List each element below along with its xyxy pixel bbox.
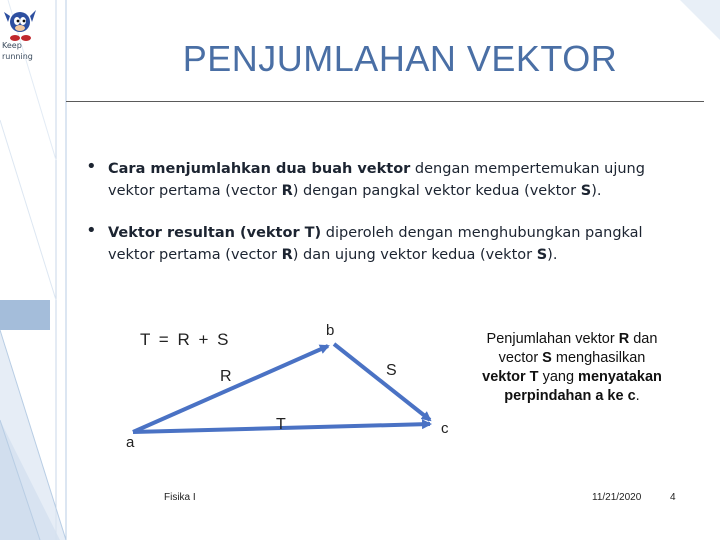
- vector-r-label: R: [220, 368, 232, 385]
- footer-left: Fisika I: [164, 492, 196, 503]
- bullet-1-bold: Cara menjumlahkan dua buah vektor: [108, 161, 411, 177]
- bullet-icon: •: [86, 156, 97, 177]
- point-b-label: b: [326, 322, 335, 339]
- page-number: 4: [670, 492, 676, 503]
- bullet-2-r: R: [281, 247, 293, 263]
- side-note-menyatakan: menyatakan perpindahan a ke c: [504, 369, 662, 404]
- logo-line2: running: [2, 52, 33, 61]
- bullet-2-bold: Vektor resultan (vektor T): [108, 225, 322, 241]
- bullet-1-text-c: ).: [591, 183, 602, 199]
- footer-date: 11/21/2020: [592, 492, 642, 503]
- bullet-1-text-b: ) dengan pangkal vektor kedua (vektor: [292, 183, 581, 199]
- page-title: PENJUMLAHAN VEKTOR: [182, 38, 618, 79]
- side-note-t2: dan vector: [498, 331, 658, 366]
- side-note-r: R: [618, 331, 630, 347]
- side-note-s: S: [542, 350, 552, 366]
- bullet-1-r: R: [281, 183, 293, 199]
- side-note-t5: .: [635, 388, 640, 404]
- bullet-2-text-b: ) dan ujung vektor kedua (vektor: [292, 247, 537, 263]
- side-note-vt: vektor T: [482, 369, 539, 385]
- side-note: [482, 330, 662, 406]
- bullet-1-text-a: dengan mempertemukan ujung vektor pertama (vector: [108, 161, 645, 199]
- point-a-label: a: [126, 434, 135, 451]
- vector-r-arrow: [133, 346, 328, 432]
- point-c-label: c: [441, 420, 449, 437]
- logo-line1: Keep: [2, 41, 22, 50]
- vector-s-label: S: [386, 362, 397, 379]
- bullet-2-s: S: [536, 247, 548, 263]
- bullet-2-text-c: ).: [547, 247, 558, 263]
- side-note-t1: Penjumlahan vektor: [486, 331, 619, 347]
- bullet-2-text-a: diperoleh dengan menghubungkan pangkal vektor pertama (vector: [108, 225, 643, 263]
- vector-s-arrow: [334, 344, 430, 420]
- side-note-t4: yang: [538, 369, 579, 385]
- vector-t-label: T: [276, 416, 286, 433]
- bullet-icon: •: [86, 220, 97, 241]
- equation-label: T = R + S: [140, 330, 231, 349]
- side-note-t3: menghasilkan: [551, 350, 646, 366]
- bullet-1-s: S: [580, 183, 592, 199]
